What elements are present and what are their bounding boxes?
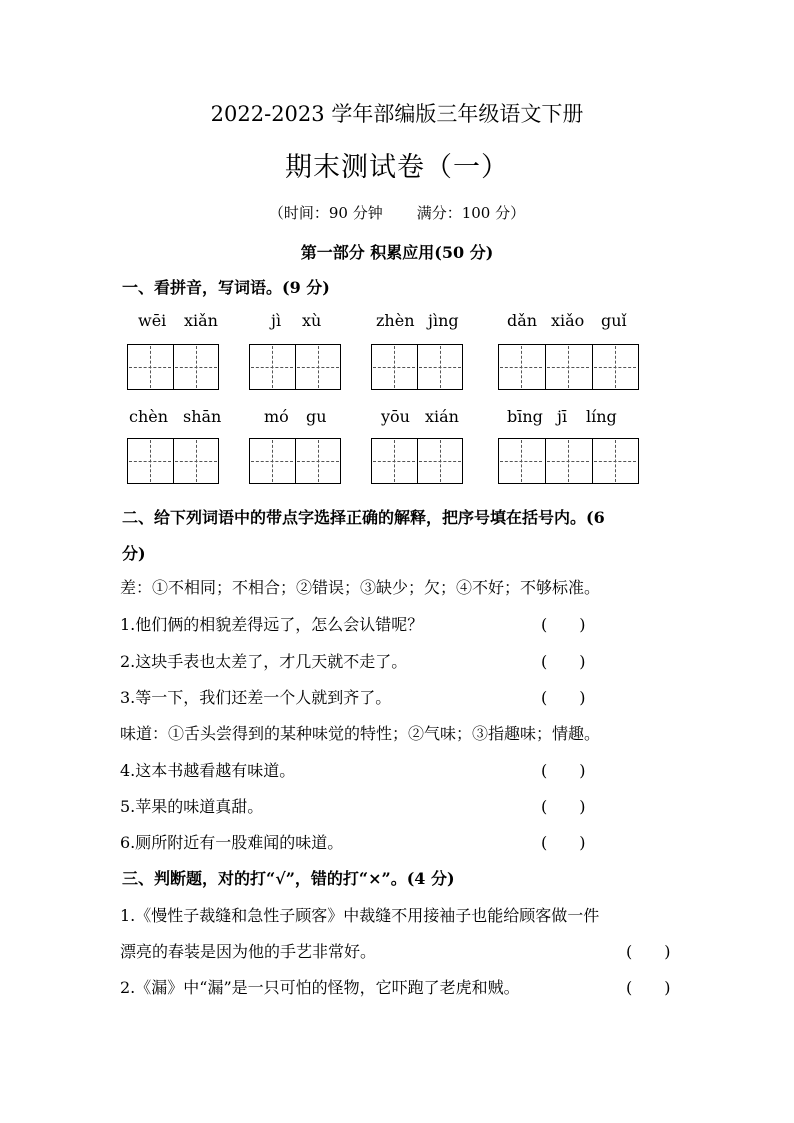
pinyin-syllable: xián bbox=[425, 407, 459, 426]
answer-paren[interactable]: ( ) bbox=[541, 652, 586, 671]
definition-weidao: 味道：①舌头尝得到的某种味觉的特性；②气味；③指趣味；情趣。 bbox=[120, 724, 601, 743]
pinyin-syllable: guǐ bbox=[601, 311, 627, 330]
pinyin-syllable: mó bbox=[264, 407, 289, 426]
pinyin-syllable: bīng bbox=[507, 407, 543, 426]
pinyin-syllable: yōu bbox=[381, 407, 410, 426]
writing-box[interactable] bbox=[498, 344, 639, 390]
full-score: 满分：100 分） bbox=[416, 204, 526, 222]
pinyin-syllable: chèn bbox=[129, 407, 169, 426]
question-item: 3.等一下，我们还差一个人就到齐了。 bbox=[120, 688, 392, 707]
judgement-item: 2.《漏》中“漏”是一只可怕的怪物，它吓跑了老虎和贼。 bbox=[120, 978, 520, 997]
writing-box[interactable] bbox=[498, 438, 639, 484]
question-item: 4.这本书越看越有味道。 bbox=[120, 761, 296, 780]
pinyin-syllable: zhèn bbox=[376, 311, 415, 330]
exam-subtitle: 2022-2023 学年部编版三年级语文下册 bbox=[210, 102, 584, 126]
time-limit: （时间：90 分钟 bbox=[268, 204, 383, 222]
answer-paren[interactable]: ( ) bbox=[626, 942, 671, 961]
pinyin-syllable: líng bbox=[586, 407, 617, 426]
pinyin-syllable: xiǎn bbox=[184, 311, 218, 330]
question-item: 2.这块手表也太差了，才几天就不走了。 bbox=[120, 652, 408, 671]
answer-paren[interactable]: ( ) bbox=[541, 833, 586, 852]
answer-paren[interactable]: ( ) bbox=[541, 688, 586, 707]
answer-paren[interactable]: ( ) bbox=[541, 761, 586, 780]
answer-paren[interactable]: ( ) bbox=[626, 978, 671, 997]
pinyin-syllable: jì bbox=[271, 311, 282, 330]
pinyin-syllable: shān bbox=[183, 407, 222, 426]
writing-box[interactable] bbox=[127, 344, 219, 390]
pinyin-syllable: xiǎo bbox=[551, 311, 585, 330]
pinyin-syllable: jìng bbox=[428, 311, 459, 330]
exam-time-info bbox=[0, 202, 794, 223]
definition-cha: 差：①不相同；不相合；②错误；③缺少；欠；④不好；不够标准。 bbox=[120, 578, 601, 597]
writing-box[interactable] bbox=[249, 438, 341, 484]
writing-box[interactable] bbox=[371, 438, 463, 484]
pinyin-syllable: dǎn bbox=[507, 311, 538, 330]
question-item: 1.他们俩的相貌差得远了，怎么会认错呢？ bbox=[120, 615, 424, 634]
judgement-item-continued: 漂亮的春装是因为他的手艺非常好。 bbox=[120, 942, 377, 961]
q3-heading: 三、判断题，对的打“√”，错的打“×”。(4 分) bbox=[122, 869, 455, 888]
answer-paren[interactable]: ( ) bbox=[541, 797, 586, 816]
pinyin-syllable: wēi bbox=[138, 311, 167, 330]
part-one-heading: 第一部分 积累应用(50 分) bbox=[300, 243, 494, 262]
pinyin-syllable: jī bbox=[557, 407, 568, 426]
q2-heading-continued: 分) bbox=[122, 544, 146, 563]
writing-box[interactable] bbox=[127, 438, 219, 484]
pinyin-syllable: gu bbox=[306, 407, 327, 426]
writing-box[interactable] bbox=[371, 344, 463, 390]
exam-title: 期末测试卷（一） bbox=[285, 152, 509, 183]
question-item: 6.厕所附近有一股难闻的味道。 bbox=[120, 833, 344, 852]
answer-paren[interactable]: ( ) bbox=[541, 615, 586, 634]
writing-box[interactable] bbox=[249, 344, 341, 390]
judgement-item: 1.《慢性子裁缝和急性子顾客》中裁缝不用接袖子也能给顾客做一件 bbox=[120, 906, 600, 925]
question-item: 5.苹果的味道真甜。 bbox=[120, 797, 264, 816]
pinyin-syllable: xù bbox=[302, 311, 322, 330]
q2-heading: 二、给下列词语中的带点字选择正确的解释，把序号填在括号内。(6 bbox=[122, 508, 605, 527]
q1-heading: 一、看拼音，写词语。(9 分) bbox=[122, 278, 330, 297]
